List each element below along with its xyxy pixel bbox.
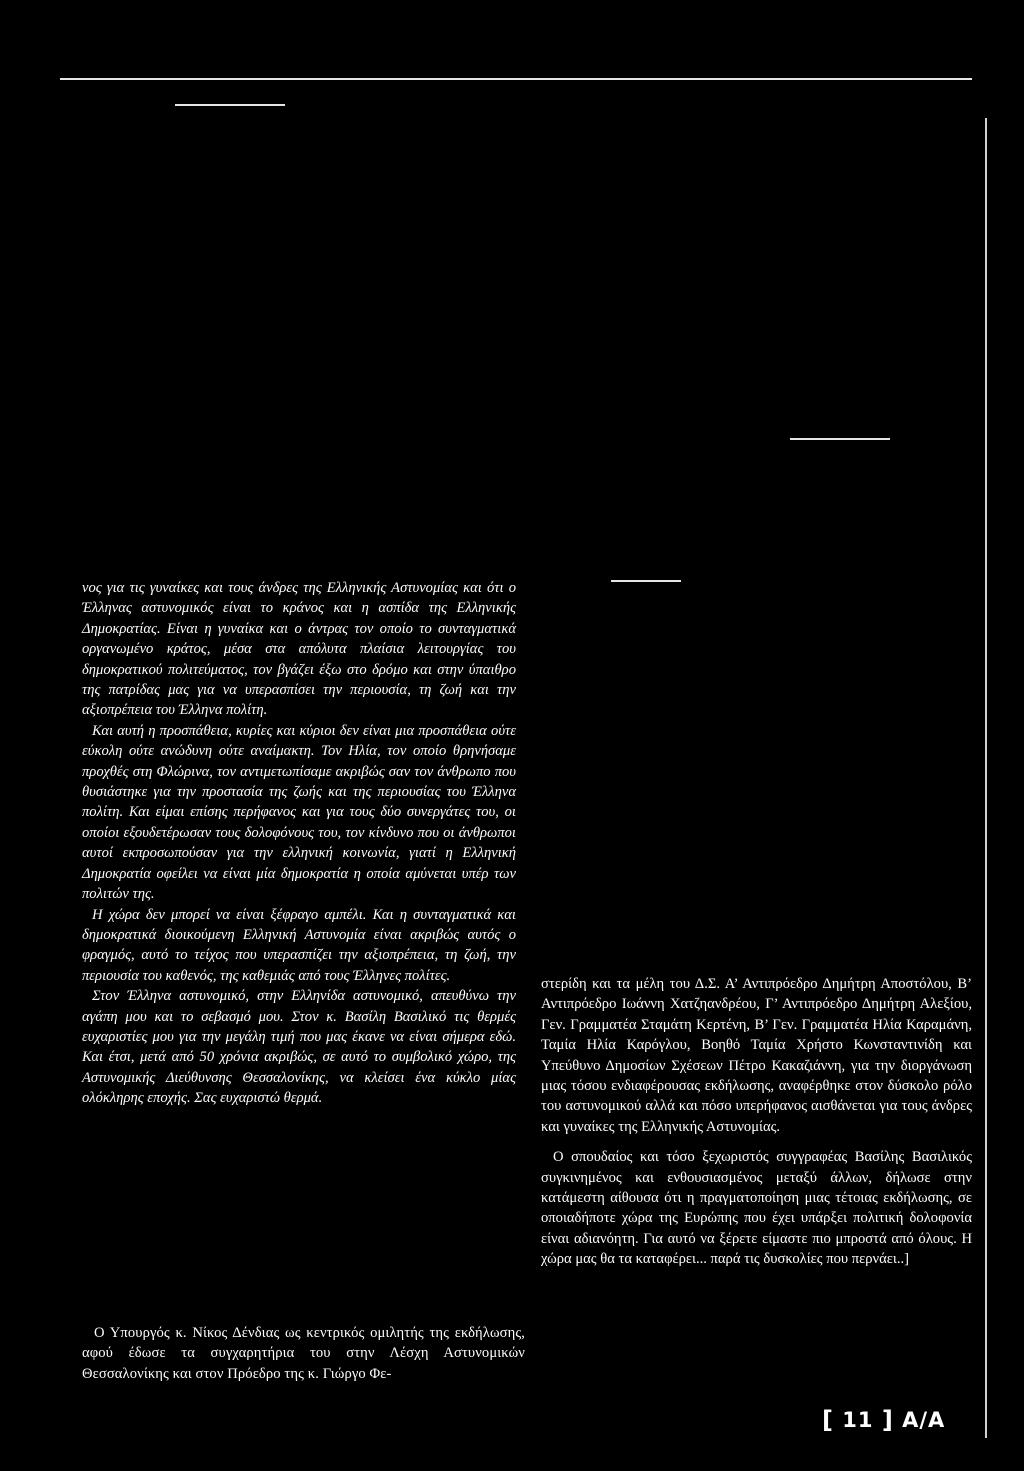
folio-close-bracket: ] — [881, 1406, 894, 1434]
right-frame-line — [985, 118, 987, 1438]
left-column-italic — [82, 578, 516, 1109]
page-folio — [822, 1405, 945, 1433]
report-paragraph-1: Ο Υπουργός κ. Νίκος Δένδιας ως κεντρικός ομιλητής της εκδήλωσης, αφού έδωσε τα συγχαρητήρια του στην Λέσχη Αστυνομικών Θεσσαλονίκης και στον Πρόεδρο της κ. Γιώργο Φε- — [82, 1325, 525, 1382]
center-rule — [611, 580, 681, 582]
left-column-report — [82, 1323, 525, 1384]
speech-paragraph-4: Στον Έλληνα αστυνομικό, στην Ελληνίδα αστυνομικό, απευθύνω την αγάπη μου και το σεβασμό μου. Στον κ. Βασίλη Βασιλικό τις θερμές ευχαριστίες μου για την μεγάλη τιμή που μας έκανε να είναι σήμερα εδώ. Και έτσι, μετά από 50 χρόνια ακριβώς, σε αυτό το συμβολικό χώρο, της Αστυνομικής Διεύθυνσης Θεσσαλονίκης, να κλείσει ένα κύκλο μίας ολόκληρης εποχής. Σας ευχαριστώ θερμά. — [82, 988, 516, 1107]
speech-paragraph-2: Και αυτή η προσπάθεια, κυρίες και κύριοι δεν είναι μια προσπάθεια ούτε εύκολη ούτε ανώδυνη ούτε αναίμακτη. Τον Ηλία, τον οποίο θρηνήσαμε προχθές στη Φλώρινα, τον αντιμετωπίσαμε ακριβώς σαν τον άνθρωπο που θυσιάστηκε για την προστασία της ζωής και της περιουσίας του Έλληνα πολίτη. Και είμαι επίσης περήφανος και για τους δύο συνεργάτες του, οι οποίοι εξουδετέρωσαν τους δολοφόνους του, τον κίνδυνο που οι άνθρωποι αυτοί εκπροσωπούσαν για την ελληνική κοινωνία, γιατί η Ελληνική Δημοκρατία οφείλει να είναι μία δημοκρατία η οποία αμύνεται υπέρ των πολιτών της. — [82, 722, 516, 903]
top-short-rule — [175, 104, 285, 106]
right-mid-rule — [790, 438, 890, 440]
page-bottom-band — [0, 1438, 1024, 1471]
speech-paragraph-1: νος για τις γυναίκες και τους άνδρες της Ελληνικής Αστυνομίας και ότι ο Έλληνας αστυνομικός είναι το κράνος και η ασπίδα της Ελληνικής Δημοκρατίας. Είναι η γυναίκα και ο άντρας τον οποίο το συνταγματικά οργανωμένο κράτος, μέσα στα απόλυτα πλαίσια λειτουργίας του δημοκρατικού πολιτεύματος, τον βγάζει έξω στο δρόμο και στην ύπαιθρο της πατρίδας μας για να υπερασπίσει την περιουσία, τη ζωή και την αξιοπρέπεια του Έλληνα πολίτη. — [82, 580, 516, 719]
speech-paragraph-3: Η χώρα δεν μπορεί να είναι ξέφραγο αμπέλι. Και η συνταγματικά και δημοκρατικά διοικούμενη Ελληνική Αστυνομία είναι ακριβώς αυτός ο φραγμός, αυτό το τείχος που υπερασπίζει την αξιοπρέπεια, τη ζωή, την περιουσία του καθενός, της καθεμιάς από τους Έλληνες πολίτες. — [82, 906, 516, 984]
folio-open-bracket: [ — [822, 1406, 834, 1434]
report-paragraph-2: στερίδη και τα μέλη του Δ.Σ. Α’ Αντιπρόεδρο Δημήτρη Αποστόλου, Β’ Αντιπρόεδρο Ιωάννη Χατζηανδρέου, Γ’ Αντιπρόεδρο Δημήτρη Αλεξίου, Γεν. Γραμματέα Σταμάτη Κερτένη, Β’ Γεν. Γραμματέα Ηλία Καραμάνη, Ταμία Ηλία Καρόγλου, Βοηθό Ταμία Χρήστο Κωνσταντινίδη και Υπεύθυνο Δημοσίων Σχέσεων Πέτρο Κακαζιάννη, για την διοργάνωση μιας τόσου ενδιαφέρουσας εκδήλωσης, αναφέρθηκε στον δύσκολο ρόλο του αστυνομικού αλλά και πόσο υπερήφανος αισθάνεται για τους άνδρες και γυναίκες της Ελληνικής Αστυνομίας. — [541, 976, 972, 1135]
section-label: Α/Α — [902, 1408, 946, 1432]
report-paragraph-3: Ο σπουδαίος και τόσο ξεχωριστός συγγραφέας Βασίλης Βασιλικός συγκινημένος και ενθουσιασμένος μεταξύ άλλων, δήλωσε στην κατάμεστη αίθουσα ότι η πραγματοποίηση μιας τέτοιας εκδήλωσης, σε οποιαδήποτε χώρα της Ευρώπης που έχει υπάρξει πολιτική δολοφονία είναι αδιανόητη. Για αυτό να ξέρετε είμαστε πιο μπροστά από όλους. Η χώρα μας θα τα καταφέρει... παρά τις δυσκολίες που περνάει..] — [541, 1149, 972, 1268]
right-column — [541, 974, 972, 1270]
page-number: 11 — [842, 1408, 874, 1432]
top-rule — [60, 78, 972, 80]
